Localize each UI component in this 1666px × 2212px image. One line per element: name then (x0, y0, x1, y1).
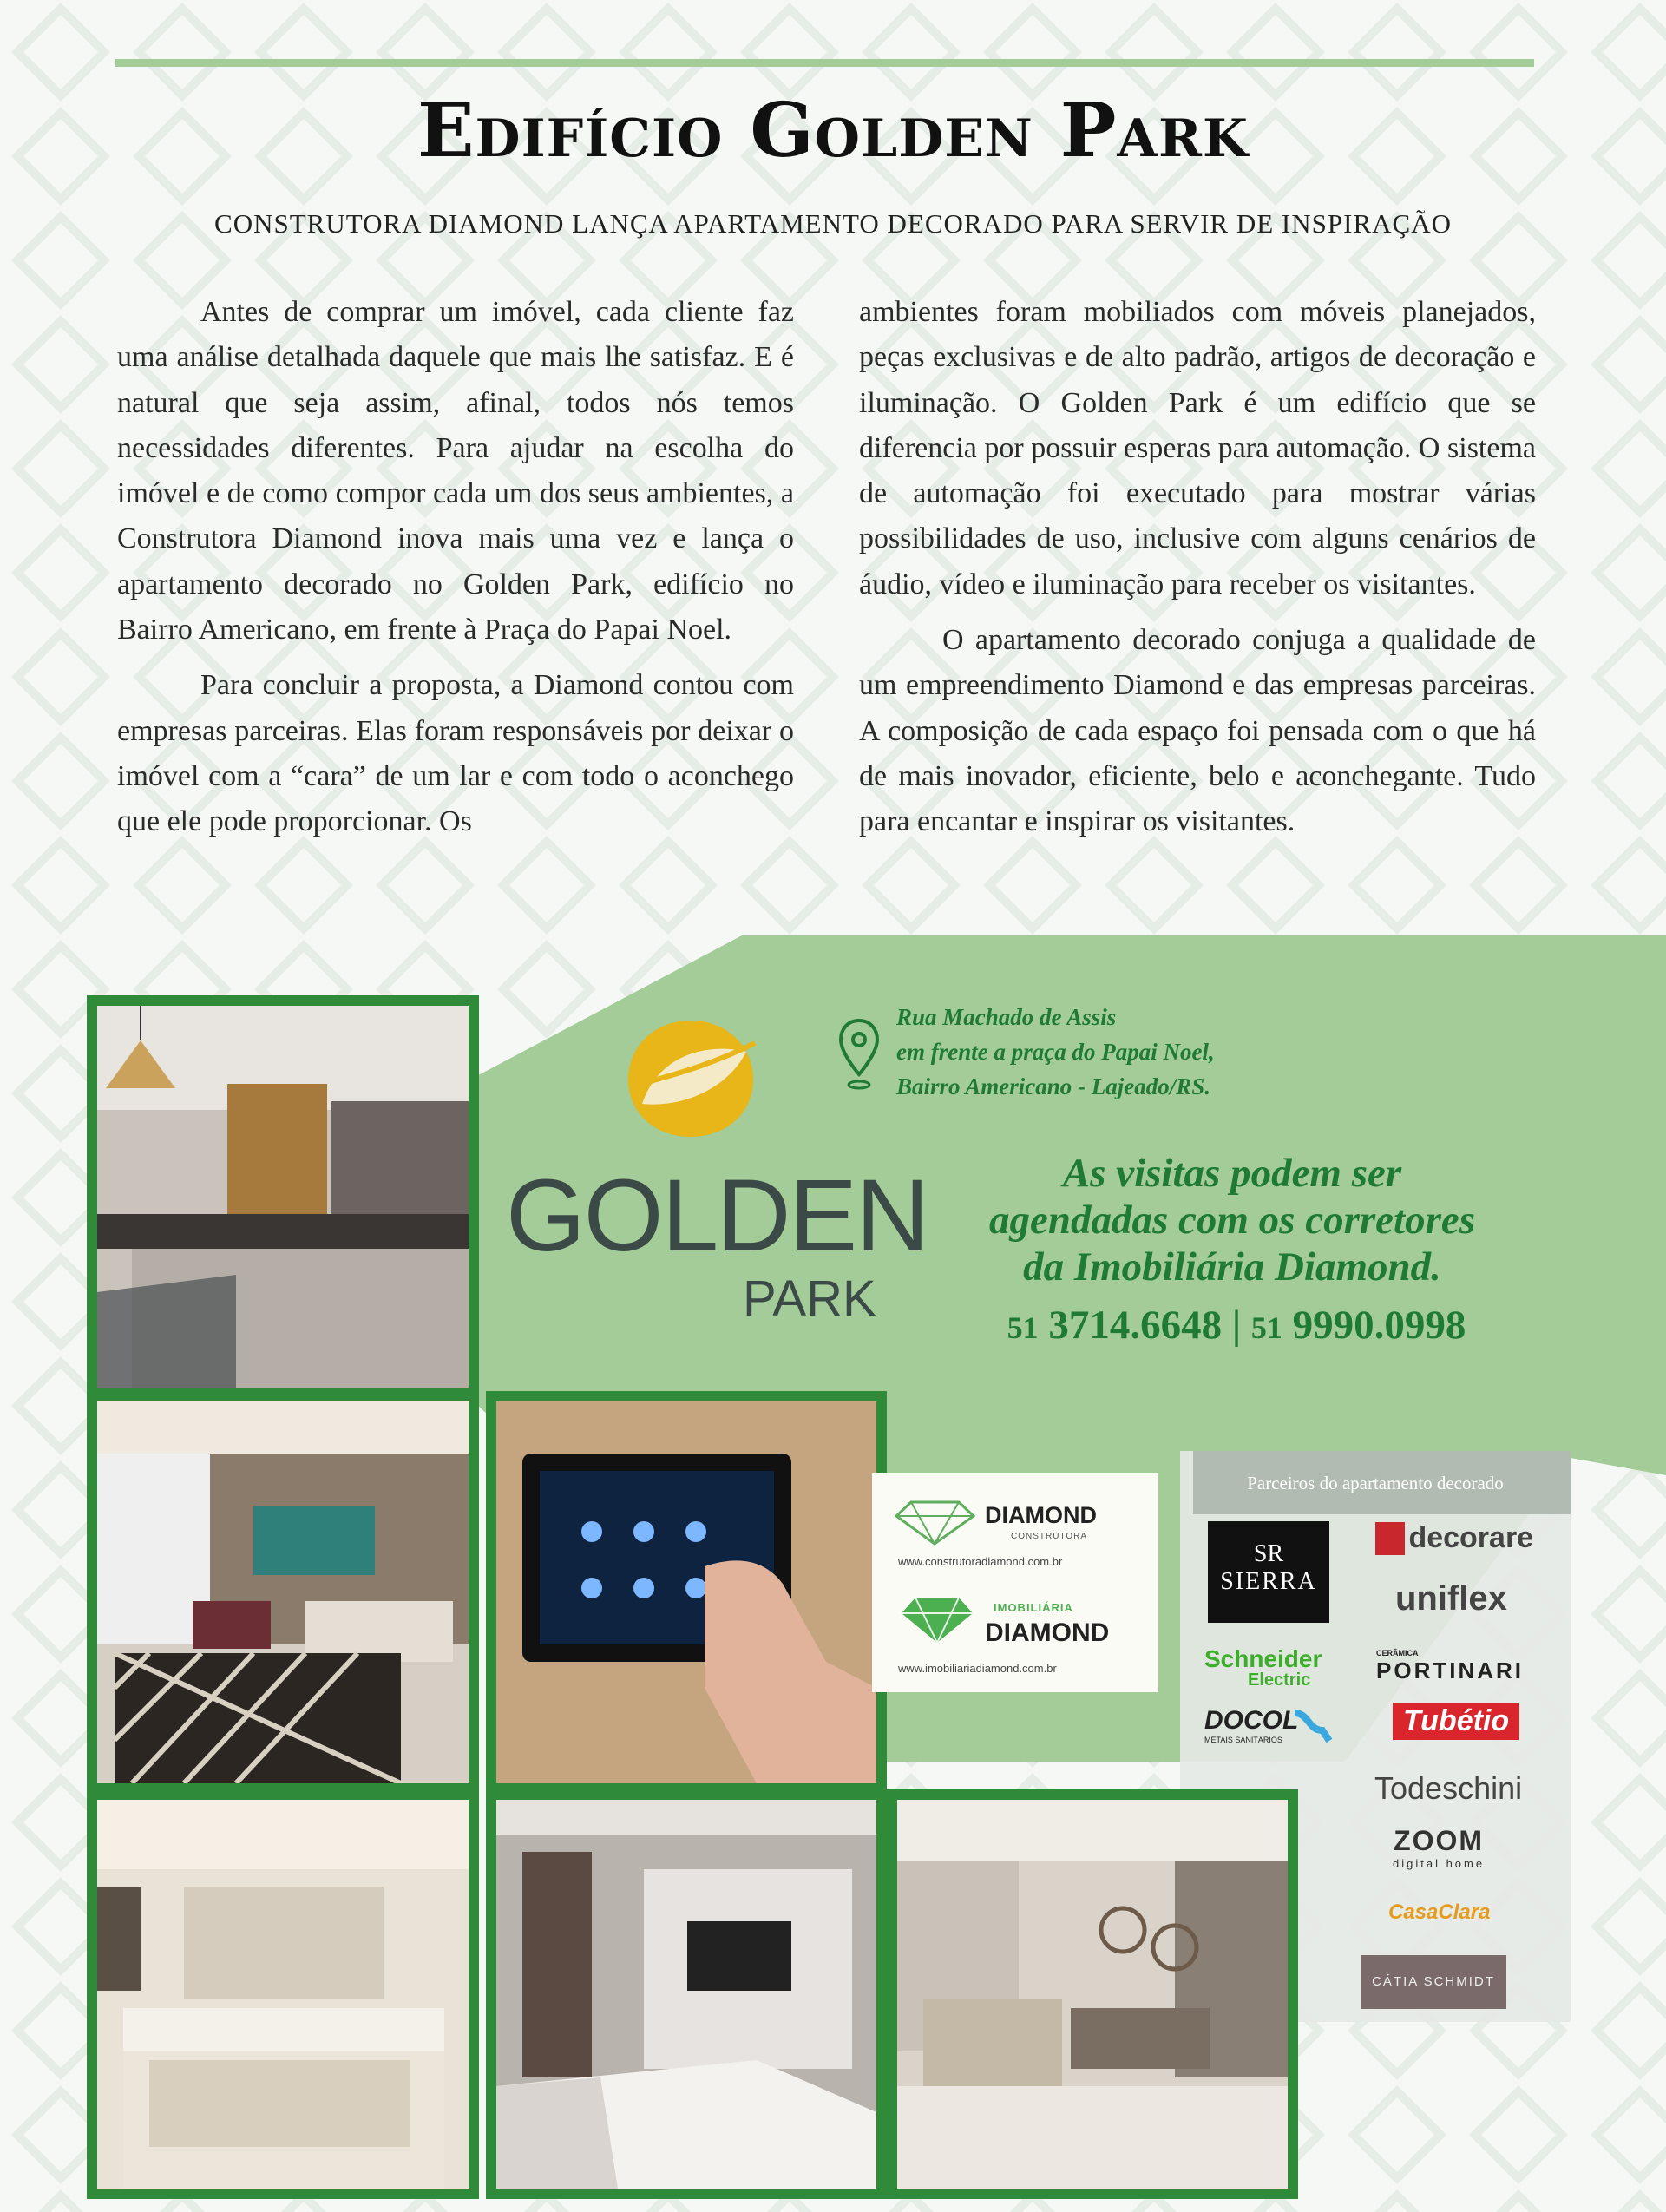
docol-sub: METAIS SANITÁRIOS (1204, 1736, 1282, 1744)
tubetio-logo: Tubétio (1393, 1703, 1519, 1740)
dining-area-photo (887, 1789, 1298, 2199)
diamond-logos-box (872, 1473, 1158, 1692)
docol-name: DOCOL (1204, 1706, 1299, 1735)
schneider-electric-logo (1204, 1645, 1322, 1690)
automation-panel-photo (486, 1391, 887, 1794)
diamond-construtora-sub: CONSTRUTORA (1011, 1532, 1088, 1541)
paragraph: Antes de comprar um imóvel, cada cliente faz uma análise detalhada daquele que mais lhe satisfaz. E é natural que seja assim, afinal, todos nós temos necessidades diferentes. Para ajudar na escolha do imóvel e de como compor cada um dos seus ambientes, a Construtora Diamond inova mais uma vez e lança o apartamento decorado no Golden Park, edifício no Bairro Americano, em frente à Praça do Papai Noel. (117, 296, 794, 647)
catia-schmidt-logo: CÁTIA SCHMIDT (1361, 1955, 1506, 2009)
docol-logo (1204, 1706, 1298, 1744)
address-line: Rua Machado de Assis (896, 1004, 1117, 1030)
sierra-monogram: SR (1253, 1540, 1284, 1567)
visit-info (976, 1150, 1488, 1290)
address-line: em frente a praça do Papai Noel, (896, 1039, 1215, 1065)
partners-title: Parceiros do apartamento decorado (1247, 1473, 1504, 1493)
paragraph: ambientes foram mobiliados com móveis planejados, peças exclusivas e de alto padrão, artigos de decoração e iluminação. O Golden Park é um edifício que se diferencia por possuir esperas para automação. O sistema de automação foi executado para mostrar várias possibilidades de uso, inclusive com alguns cenários de áudio, vídeo e iluminação para receber os visitantes. (859, 296, 1536, 601)
zoom-logo (1393, 1825, 1485, 1870)
page-subtitle: CONSTRUTORA DIAMOND LANÇA APARTAMENTO DECORADO PARA SERVIR DE INSPIRAÇÃO (214, 208, 1452, 239)
paragraph: Para concluir a proposta, a Diamond contou com empresas parceiras. Elas foram responsáveis por deixar o imóvel com a “cara” de um lar e com todo o aconchego que ele pode proporcionar. Os (117, 669, 794, 838)
phone-number[interactable]: 3714.6648 (1048, 1303, 1223, 1348)
bathroom-photo (87, 1789, 479, 2199)
portinari-logo (1376, 1649, 1524, 1684)
golden-park-leaf-icon (625, 1017, 757, 1140)
area-code: 51 (1250, 1310, 1282, 1345)
diamond-construtora-name: DIAMOND (985, 1502, 1097, 1528)
page-title: Edifício Golden Park (416, 87, 1249, 174)
portinari-name: PORTINARI (1376, 1657, 1524, 1684)
map-pin-icon (837, 1017, 881, 1092)
golden-word: GOLDEN (506, 1159, 928, 1273)
sierra-logo (1208, 1521, 1329, 1623)
decorare-logo (1375, 1521, 1533, 1555)
visit-line: As visitas podem ser (1062, 1151, 1402, 1196)
paragraph: O apartamento decorado conjuga a qualidade de um empreendimento Diamond e das empresas parceiras. A composição de cada espaço foi pensada com o que há de mais inovador, eficiente, belo e aconchegante. Tudo para encantar e inspirar os visitantes. (859, 624, 1536, 838)
decorare-name: decorare (1408, 1521, 1534, 1554)
portinari-small: CERÂMICA (1376, 1649, 1419, 1657)
diamond-imobiliaria-name: DIAMOND (985, 1618, 1110, 1647)
electric-name: Electric (1248, 1670, 1311, 1690)
diamond-imobiliaria-icon (898, 1594, 976, 1646)
phone-number[interactable]: 9990.0998 (1292, 1303, 1466, 1348)
decorare-icon (1375, 1522, 1405, 1555)
uniflex-logo: uniflex (1395, 1579, 1507, 1618)
address (896, 1000, 1215, 1104)
visit-line: agendadas com os corretores (988, 1198, 1476, 1243)
diamond-imobiliaria-sub: IMOBILIÁRIA (994, 1601, 1073, 1614)
zoom-sub: digital home (1393, 1857, 1486, 1870)
bedroom-photo (486, 1789, 887, 2199)
address-line: Bairro Americano - Lajeado/RS. (896, 1073, 1211, 1099)
sierra-name: SIERRA (1220, 1568, 1317, 1595)
casaclara-logo: CasaClara (1388, 1900, 1491, 1924)
park-word: PARK (743, 1270, 876, 1327)
kitchen-photo (87, 995, 479, 1398)
diamond-construtora-url[interactable]: www.construtoradiamond.com.br (898, 1555, 1063, 1568)
living-room-photo (87, 1391, 479, 1794)
zoom-name: ZOOM (1394, 1825, 1485, 1856)
diamond-imobiliaria-url[interactable]: www.imobiliariadiamond.com.br (898, 1662, 1057, 1675)
visit-line: da Imobiliária Diamond. (1023, 1244, 1441, 1290)
phone-numbers (972, 1302, 1501, 1349)
area-code: 51 (1007, 1310, 1039, 1345)
schneider-name: Schneider (1204, 1645, 1322, 1672)
separator: | (1231, 1303, 1242, 1348)
docol-wave-icon (1291, 1704, 1333, 1748)
diamond-construtora-icon (894, 1499, 976, 1546)
todeschini-logo: Todeschini (1374, 1770, 1523, 1806)
